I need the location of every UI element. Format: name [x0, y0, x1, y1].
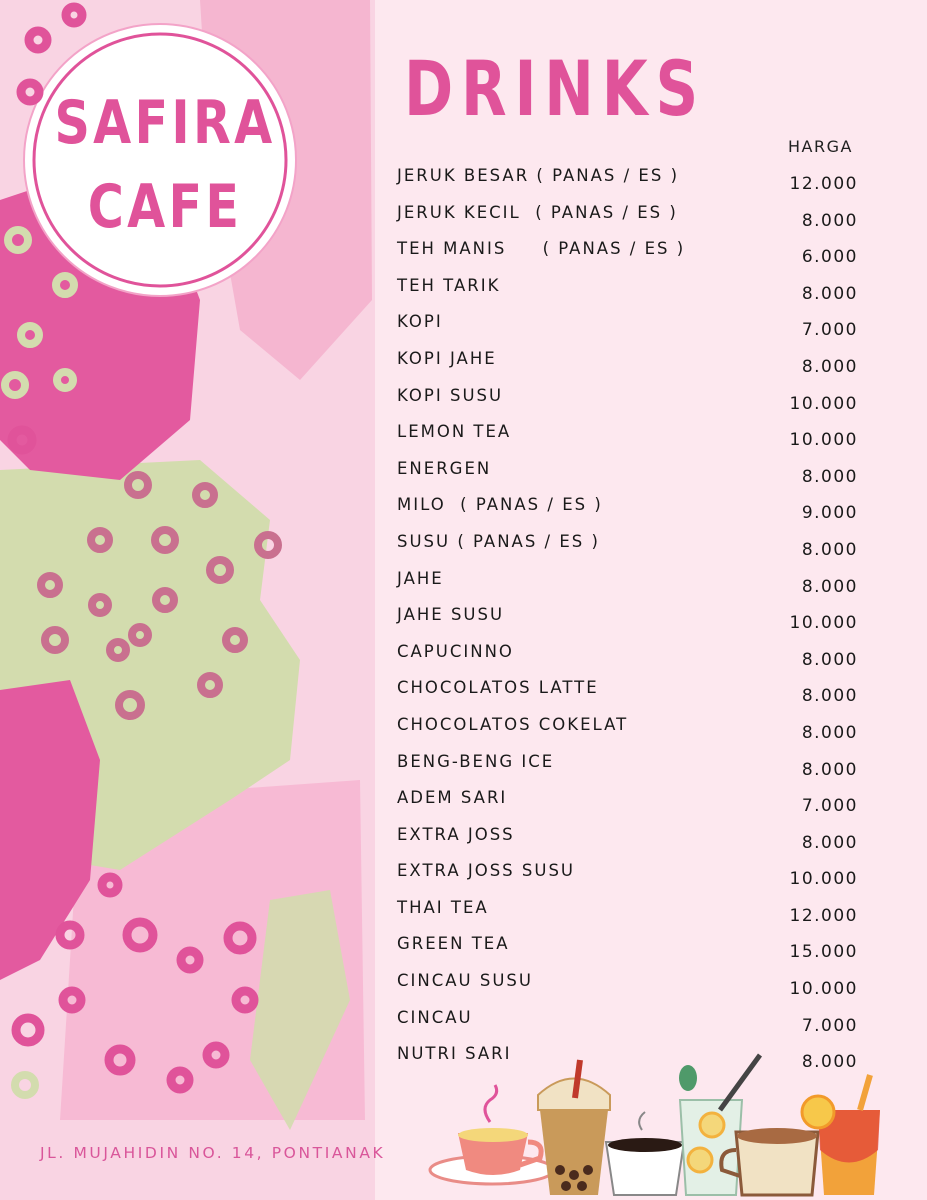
menu-item-price: 12.000 — [789, 174, 858, 194]
menu-item — [397, 823, 862, 860]
boba-milk-tea-icon — [538, 1060, 610, 1195]
menu-item — [397, 567, 862, 604]
menu-item — [397, 786, 862, 823]
menu-item-price: 7.000 — [801, 1015, 858, 1036]
menu-item-name: MILO ( PANAS / ES ) — [397, 495, 603, 515]
menu-item-name: TEH TARIK — [397, 275, 501, 295]
menu-item-price: 10.000 — [789, 979, 858, 1000]
menu-item — [397, 1042, 862, 1079]
menu-item-name: JERUK BESAR ( PANAS / ES ) — [397, 166, 680, 185]
black-coffee-cup-icon — [606, 1112, 684, 1195]
menu-item — [397, 201, 862, 238]
menu-item-price: 10.000 — [789, 430, 858, 451]
menu-item-name: JAHE SUSU — [397, 605, 505, 625]
menu-item — [397, 347, 862, 384]
menu-item-price: 8.000 — [801, 356, 858, 377]
menu-item-name: LEMON TEA — [397, 422, 512, 442]
menu-item-name: TEH MANIS ( PANAS / ES ) — [397, 239, 686, 259]
price-column-header: HARGA — [788, 137, 853, 156]
menu-item-price: 6.000 — [801, 247, 858, 268]
menu-item — [397, 237, 862, 274]
menu-item — [397, 969, 862, 1006]
menu-item-name: CHOCOLATOS LATTE — [397, 678, 599, 698]
menu-item — [397, 676, 862, 713]
logo-name-line1: SAFIRA — [54, 88, 276, 158]
menu-item — [397, 493, 862, 530]
menu-item-name: CAPUCINNO — [397, 641, 514, 661]
menu-item-price: 10.000 — [789, 613, 858, 634]
menu-item-price: 10.000 — [789, 393, 858, 414]
menu-item-name: JAHE — [397, 568, 444, 588]
menu-item-name: CINCAU — [397, 1007, 473, 1027]
menu-item-name: ADEM SARI — [397, 788, 508, 808]
menu-item-price: 7.000 — [801, 320, 858, 341]
menu-item-price: 8.000 — [801, 832, 858, 853]
menu-item — [397, 420, 862, 457]
menu-item-price: 12.000 — [789, 905, 858, 926]
menu-item-price: 8.000 — [801, 539, 858, 560]
menu-item-price: 9.000 — [801, 503, 858, 524]
menu-item-price: 8.000 — [801, 466, 858, 487]
menu-item-name: EXTRA JOSS — [397, 824, 515, 844]
menu-item — [397, 310, 862, 347]
menu-item — [397, 640, 862, 677]
menu-item-price: 10.000 — [789, 869, 858, 890]
menu-item — [397, 274, 862, 311]
hot-tea-cup-icon — [430, 1085, 554, 1184]
menu-item — [397, 750, 862, 787]
menu-item — [397, 859, 862, 896]
menu-item-name: KOPI SUSU — [397, 385, 504, 405]
menu-item-name: JERUK KECIL ( PANAS / ES ) — [397, 202, 678, 222]
menu-item-name: GREEN TEA — [397, 934, 510, 954]
menu-item-price: 8.000 — [801, 649, 858, 670]
menu-item-name: THAI TEA — [397, 897, 489, 917]
menu-item-name: CINCAU SUSU — [397, 971, 533, 991]
menu-item-price: 15.000 — [789, 942, 858, 963]
drinks-menu-list — [397, 164, 862, 1079]
menu-item-price: 8.000 — [801, 576, 858, 597]
menu-item — [397, 1006, 862, 1043]
page-title: DRINKS — [404, 44, 706, 133]
menu-item — [397, 603, 862, 640]
menu-item-name: NUTRI SARI — [397, 1044, 512, 1064]
menu-item-name: ENERGEN — [397, 458, 492, 478]
menu-item — [397, 384, 862, 421]
menu-item — [397, 932, 862, 969]
menu-item — [397, 713, 862, 750]
logo-circle — [24, 24, 296, 296]
menu-item — [397, 164, 862, 201]
menu-item-price: 8.000 — [801, 283, 858, 304]
menu-item — [397, 896, 862, 933]
logo-name-line2: CAFE — [87, 172, 243, 242]
menu-item-price: 8.000 — [801, 759, 858, 780]
menu-item-price: 8.000 — [801, 1052, 858, 1073]
menu-item — [397, 457, 862, 494]
menu-item-name: EXTRA JOSS SUSU — [397, 861, 575, 881]
menu-item-price: 8.000 — [801, 722, 858, 743]
menu-item-price: 8.000 — [801, 686, 858, 707]
menu-item-name: SUSU ( PANAS / ES ) — [397, 531, 600, 551]
menu-item-name: KOPI JAHE — [397, 348, 497, 368]
menu-item — [397, 530, 862, 567]
cafe-address: JL. MUJAHIDIN NO. 14, PONTIANAK — [40, 1144, 386, 1162]
menu-item-price: 8.000 — [801, 210, 858, 231]
menu-item-name: CHOCOLATOS COKELAT — [397, 714, 629, 734]
menu-item-name: BENG-BENG ICE — [397, 751, 555, 771]
menu-item-price: 7.000 — [801, 796, 858, 817]
menu-item-name: KOPI — [397, 312, 443, 332]
